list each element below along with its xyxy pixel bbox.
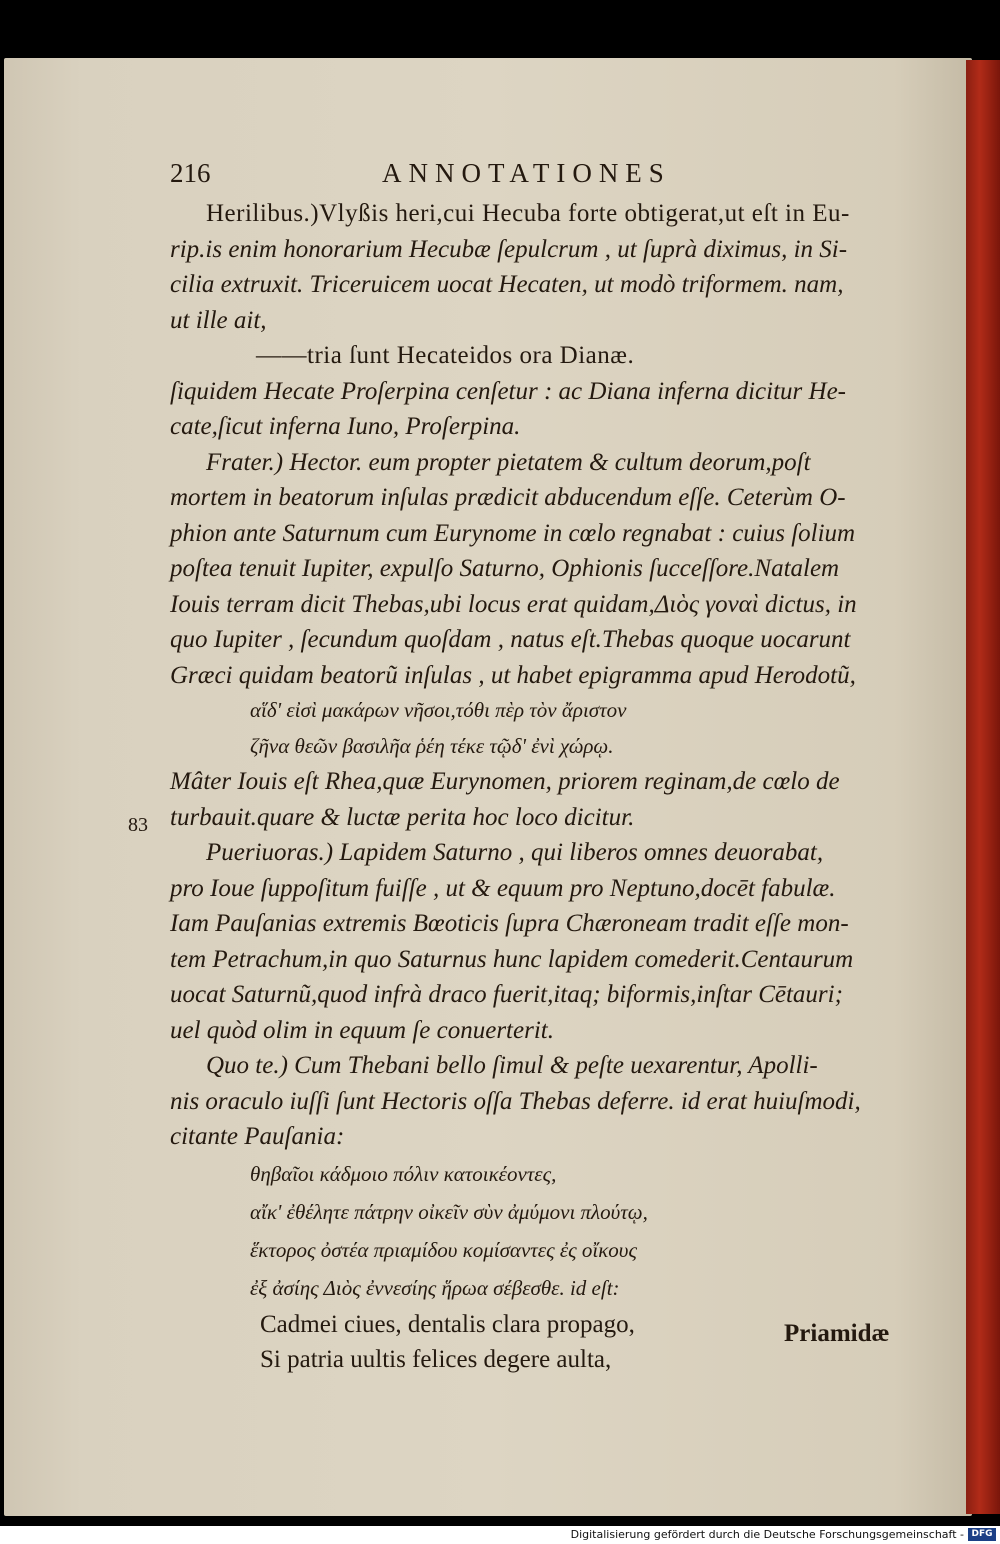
latin-verse: Si patria uultis felices degere aulta, [260, 1346, 612, 1373]
footer-bar [0, 1526, 1000, 1544]
text-line: turbauit.quare & luctæ perita hoc loco dicitur. [170, 803, 635, 831]
text-line: cate,ſicut inferna Iuno, Proſerpina. [170, 413, 521, 440]
margin-note: 83 [128, 814, 148, 836]
text-line: Frater.) Hector. eum propter pietatem & cultum deorum,poſt [206, 448, 811, 476]
greek-verse: ἐξ ἀσίης Διὸς ἐννεσίης ἥρωα σέβεσθε. id eſt: [250, 1275, 620, 1300]
text-line: nis oraculo iuſſi ſunt Hectoris oſſa Thebas deferre. id erat huiuſmodi, [170, 1087, 861, 1115]
catchword: Priamidæ [784, 1320, 890, 1347]
quoted-verse: ——tria ſunt Hecateidos ora Dianæ. [256, 342, 635, 369]
text-line: quo Iupiter , ſecundum quoſdam , natus eſt.Thebas quoque uocarunt [170, 626, 851, 653]
text-line: phion ante Saturnum cum Eurynome in cœlo regnabat : cuius ſolium [170, 519, 856, 547]
text-line: mortem in beatorum inſulas prædicit abducendum eſſe. Ceterùm O- [170, 484, 846, 511]
dfg-logo: DFG [968, 1528, 996, 1541]
greek-verse: αἴκ' ἐθέλητε πάτρην οἰκεῖν σὺν ἀμύμονι πλούτῳ, [250, 1199, 648, 1224]
text-line: poſtea tenuit Iupiter, expulſo Saturno, Ophionis ſucceſſore.Natalem [170, 555, 840, 582]
text-line: uocat Saturnũ,quod infrà draco fuerit,itaq; biformis,inſtar Cētauri; [170, 981, 843, 1008]
page-text [170, 196, 900, 1378]
text-line: Quo te.) Cum Thebani bello ſimul & peſte uexarentur, Apolli- [206, 1052, 818, 1079]
latin-verse: Cadmei ciues, dentalis clara propago, [260, 1310, 635, 1338]
greek-verse: αἵδ' εἰσὶ μακάρων νῆσοι,τόθι πὲρ τὸν ἄριστον [250, 698, 627, 722]
text-line: uel quòd olim in equum ſe conuerterit. [170, 1016, 554, 1044]
text-line: Mâter Iouis eſt Rhea,quæ Eurynomen, priorem reginam,de cœlo de [170, 768, 840, 795]
text-line: rip.is enim honorarium Hecubæ ſepulcrum , ut ſuprà diximus, in Si- [170, 235, 848, 263]
greek-verse: θηβαῖοι κάδμοιο πόλιν κατοικέοντες, [250, 1161, 557, 1186]
text-line: Iouis terram dicit Thebas,ubi locus erat quidam,Διὸς γοναὶ dictus, in [170, 590, 857, 618]
text-line: citante Pauſania: [170, 1123, 345, 1150]
text-line: cilia extruxit. Triceruicem uocat Hecaten, ut modò triformem. nam, [170, 271, 844, 298]
page-number: 216 [170, 158, 211, 188]
text-line: Iam Pauſanias extremis Bœoticis ſupra Chæroneam tradit eſſe mon- [170, 910, 849, 937]
text-line: tem Petrachum,in quo Saturnus hunc lapidem comederit.Centaurum [170, 945, 854, 973]
text-line: Herilibus.)Vlyßis heri,cui Hecuba forte obtigerat,ut eſt in Eu- [206, 200, 850, 227]
greek-verse: ἕκτορος ὀστέα πριαμίδου κομίσαντες ἐς οἴκους [250, 1237, 637, 1262]
text-line: ut ille ait, [170, 306, 267, 334]
greek-verse: ζῆνα θεῶν βασιλῆα ῥέη τέκε τῷδ' ἐνὶ χώρῳ. [250, 733, 614, 758]
text-line: ſiquidem Hecate Proſerpina cenſetur : ac Diana inferna dicitur He- [170, 377, 847, 405]
text-line: Græci quidam beatorũ inſulas , ut habet epigramma apud Herodotũ, [170, 661, 856, 689]
text-line: pro Ioue ſuppoſitum fuiſſe , ut & equum pro Neptuno,docēt fabulæ. [170, 874, 836, 902]
footer-credit: Digitalisierung gefördert durch die Deutsche Forschungsgemeinschaft - [570, 1528, 964, 1541]
page-header [170, 158, 710, 194]
book-spine-edge [966, 60, 1000, 1514]
text-line: Pueriuoras.) Lapidem Saturno , qui liberos omnes deuorabat, [206, 839, 824, 866]
running-title: ANNOTATIONES [382, 158, 671, 188]
